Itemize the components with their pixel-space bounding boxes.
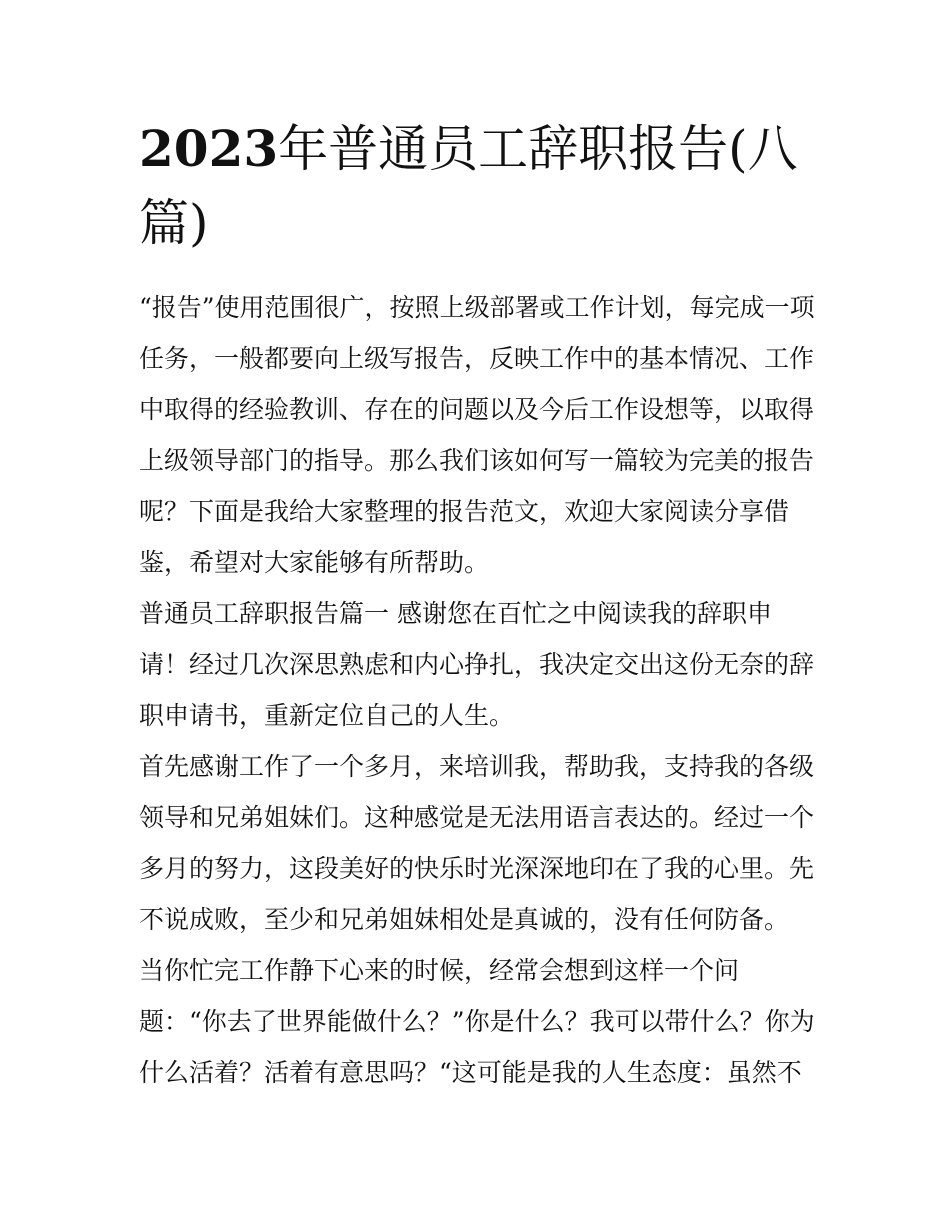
text-line: 不说成败，至少和兄弟姐妹相处是真诚的，没有任何防备。 <box>139 905 790 934</box>
paragraph-article-one <box>139 588 819 741</box>
text-line: 职申请书，重新定位自己的人生。 <box>139 701 515 730</box>
title-text-line2: 篇) <box>139 194 209 252</box>
text-line: 请！经过几次深思熟虑和内心挣扎，我决定交出这份无奈的辞 <box>139 650 815 679</box>
text-line: 普通员工辞职报告篇一 感谢您在百忙之中阅读我的辞职申 <box>139 599 772 628</box>
text-line: 多月的努力，这段美好的快乐时光深深地印在了我的心里。先 <box>139 854 815 883</box>
text-line: 呢？下面是我给大家整理的报告范文，欢迎大家阅读分享借 <box>139 497 790 526</box>
text-line: 领导和兄弟姐妹们。这种感觉是无法用语言表达的。经过一个 <box>139 803 815 832</box>
text-line: 中取得的经验教训、存在的问题以及今后工作设想等，以取得 <box>139 395 815 424</box>
text-line: 什么活着？活着有意思吗？“这可能是我的人生态度：虽然不 <box>139 1058 802 1087</box>
paragraph-thanks <box>139 741 819 945</box>
title-text-line1: 年普通员工辞职报告(八 <box>278 120 798 178</box>
document-title <box>139 112 819 260</box>
paragraph-reflection <box>139 945 819 1098</box>
text-line: 首先感谢工作了一个多月，来培训我，帮助我，支持我的各级 <box>139 752 815 781</box>
document-body <box>139 282 819 1098</box>
text-line: “报告”使用范围很广，按照上级部署或工作计划，每完成一项 <box>139 293 815 322</box>
title-year: 2023 <box>139 119 279 178</box>
text-line: 鉴，希望对大家能够有所帮助。 <box>139 548 490 577</box>
text-line: 上级领导部门的指导。那么我们该如何写一篇较为完美的报告 <box>139 446 815 475</box>
text-line: 题：“你去了世界能做什么？”你是什么？我可以带什么？你为 <box>139 1007 815 1036</box>
text-line: 任务，一般都要向上级写报告，反映工作中的基本情况、工作 <box>139 344 815 373</box>
paragraph-intro <box>139 282 819 588</box>
text-line: 当你忙完工作静下心来的时候，经常会想到这样一个问 <box>139 956 740 985</box>
